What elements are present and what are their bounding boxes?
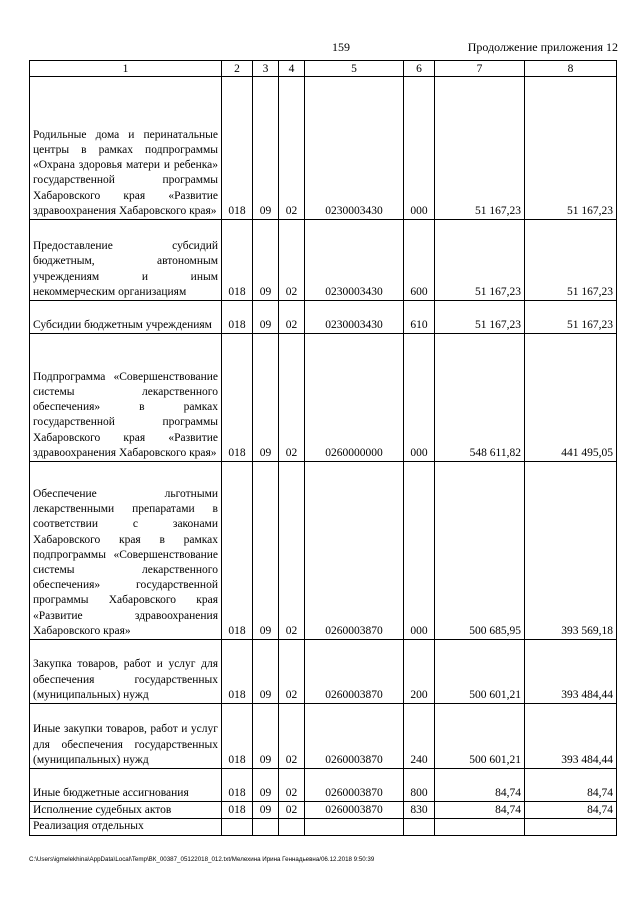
table-header-row xyxy=(30,61,617,77)
cell-subsection: 02 xyxy=(279,640,305,704)
cell-expense-type: 200 xyxy=(404,640,435,704)
cell-ministry: 018 xyxy=(222,769,253,802)
column-header: 7 xyxy=(435,61,525,77)
cell-target-article: 0260003870 xyxy=(305,462,404,640)
row-name: Закупка товаров, работ и услуг для обеспечения государственных (муниципальных) нужд xyxy=(30,640,222,704)
cell-section: 09 xyxy=(253,640,279,704)
cell-amount-1: 51 167,23 xyxy=(435,77,525,220)
cell-amount-2: 84,74 xyxy=(525,802,617,819)
cell-ministry xyxy=(222,819,253,836)
cell-section: 09 xyxy=(253,77,279,220)
table-row xyxy=(30,220,617,301)
cell-amount-2: 393 484,44 xyxy=(525,704,617,769)
row-name: Иные закупки товаров, работ и услуг для обеспечения государственных (муниципальных) нужд xyxy=(30,704,222,769)
row-name: Подпрограмма «Совершенствование системы лекарственного обеспечения» в рамках государственной программы Хабаровского края «Развитие здравоохранения Хабаровского края» xyxy=(30,334,222,462)
cell-expense-type: 000 xyxy=(404,462,435,640)
cell-amount-2: 393 569,18 xyxy=(525,462,617,640)
cell-amount-1: 84,74 xyxy=(435,769,525,802)
cell-expense-type: 830 xyxy=(404,802,435,819)
cell-subsection: 02 xyxy=(279,802,305,819)
column-header: 4 xyxy=(279,61,305,77)
cell-target-article: 0260003870 xyxy=(305,769,404,802)
cell-amount-1: 500 685,95 xyxy=(435,462,525,640)
table-row xyxy=(30,640,617,704)
cell-subsection: 02 xyxy=(279,462,305,640)
cell-section: 09 xyxy=(253,301,279,334)
cell-amount-2: 84,74 xyxy=(525,769,617,802)
cell-subsection: 02 xyxy=(279,77,305,220)
cell-target-article: 0260000000 xyxy=(305,334,404,462)
cell-subsection: 02 xyxy=(279,704,305,769)
cell-amount-2: 441 495,05 xyxy=(525,334,617,462)
row-name: Предоставление субсидий бюджетным, автономным учреждениям и иным некоммерческим организациям xyxy=(30,220,222,301)
cell-expense-type: 000 xyxy=(404,77,435,220)
cell-subsection: 02 xyxy=(279,220,305,301)
cell-amount-2: 51 167,23 xyxy=(525,301,617,334)
table-row xyxy=(30,334,617,462)
cell-ministry: 018 xyxy=(222,334,253,462)
cell-ministry: 018 xyxy=(222,77,253,220)
row-name: Реализация отдельных xyxy=(30,819,222,836)
cell-expense-type: 600 xyxy=(404,220,435,301)
row-name: Обеспечение льготными лекарственными препаратами в соответствии с законами Хабаровского края в рамках подпрограммы «Совершенствование системы лекарственного обеспечения» государственной программы Хабаровского края «Развитие здравоохранения Хабаровского края» xyxy=(30,462,222,640)
cell-section: 09 xyxy=(253,220,279,301)
cell-section: 09 xyxy=(253,802,279,819)
table-row xyxy=(30,77,617,220)
cell-amount-1: 51 167,23 xyxy=(435,220,525,301)
cell-target-article: 0260003870 xyxy=(305,640,404,704)
column-header: 5 xyxy=(305,61,404,77)
column-header: 2 xyxy=(222,61,253,77)
cell-target-article: 0230003430 xyxy=(305,77,404,220)
table-row xyxy=(30,704,617,769)
cell-section: 09 xyxy=(253,462,279,640)
cell-amount-1 xyxy=(435,819,525,836)
page-number: 159 xyxy=(332,40,350,54)
cell-ministry: 018 xyxy=(222,220,253,301)
cell-amount-1: 500 601,21 xyxy=(435,640,525,704)
cell-amount-1: 500 601,21 xyxy=(435,704,525,769)
row-name: Субсидии бюджетным учреждениям xyxy=(30,301,222,334)
cell-section xyxy=(253,819,279,836)
cell-expense-type: 610 xyxy=(404,301,435,334)
cell-ministry: 018 xyxy=(222,802,253,819)
row-name: Исполнение судебных актов xyxy=(30,802,222,819)
cell-amount-2: 51 167,23 xyxy=(525,77,617,220)
cell-subsection: 02 xyxy=(279,769,305,802)
cell-ministry: 018 xyxy=(222,462,253,640)
cell-subsection xyxy=(279,819,305,836)
cell-subsection: 02 xyxy=(279,334,305,462)
cell-target-article xyxy=(305,819,404,836)
cell-section: 09 xyxy=(253,704,279,769)
cell-expense-type: 240 xyxy=(404,704,435,769)
column-header: 6 xyxy=(404,61,435,77)
table-row xyxy=(30,462,617,640)
cell-amount-2: 393 484,44 xyxy=(525,640,617,704)
column-header: 8 xyxy=(525,61,617,77)
continuation-label: Продолжение приложения 12 xyxy=(467,40,618,54)
cell-target-article: 0260003870 xyxy=(305,802,404,819)
cell-amount-1: 548 611,82 xyxy=(435,334,525,462)
column-header: 1 xyxy=(30,61,222,77)
cell-section: 09 xyxy=(253,769,279,802)
row-name: Родильные дома и перинатальные центры в рамках подпрограммы «Охрана здоровья матери и ребенка» государственной программы Хабаровского края «Развитие здравоохранения Хабаровского края» xyxy=(30,77,222,220)
cell-ministry: 018 xyxy=(222,640,253,704)
row-name: Иные бюджетные ассигнования xyxy=(30,769,222,802)
cell-target-article: 0230003430 xyxy=(305,301,404,334)
table-row xyxy=(30,769,617,802)
cell-amount-1: 84,74 xyxy=(435,802,525,819)
table-row xyxy=(30,301,617,334)
cell-expense-type xyxy=(404,819,435,836)
cell-subsection: 02 xyxy=(279,301,305,334)
table-row xyxy=(30,802,617,819)
budget-table xyxy=(29,60,617,836)
cell-section: 09 xyxy=(253,334,279,462)
cell-amount-2: 51 167,23 xyxy=(525,220,617,301)
column-header: 3 xyxy=(253,61,279,77)
cell-expense-type: 800 xyxy=(404,769,435,802)
cell-target-article: 0260003870 xyxy=(305,704,404,769)
table-row xyxy=(30,819,617,836)
cell-amount-1: 51 167,23 xyxy=(435,301,525,334)
file-path-footer: C:\Users\igmelekhina\AppData\Local\Temp\ВК_00387_05122018_012.txt/Мелехина Ирина Геннадьевна/06.12.2018 9:50:39 xyxy=(29,856,375,863)
cell-target-article: 0230003430 xyxy=(305,220,404,301)
cell-amount-2 xyxy=(525,819,617,836)
cell-ministry: 018 xyxy=(222,301,253,334)
cell-expense-type: 000 xyxy=(404,334,435,462)
cell-ministry: 018 xyxy=(222,704,253,769)
